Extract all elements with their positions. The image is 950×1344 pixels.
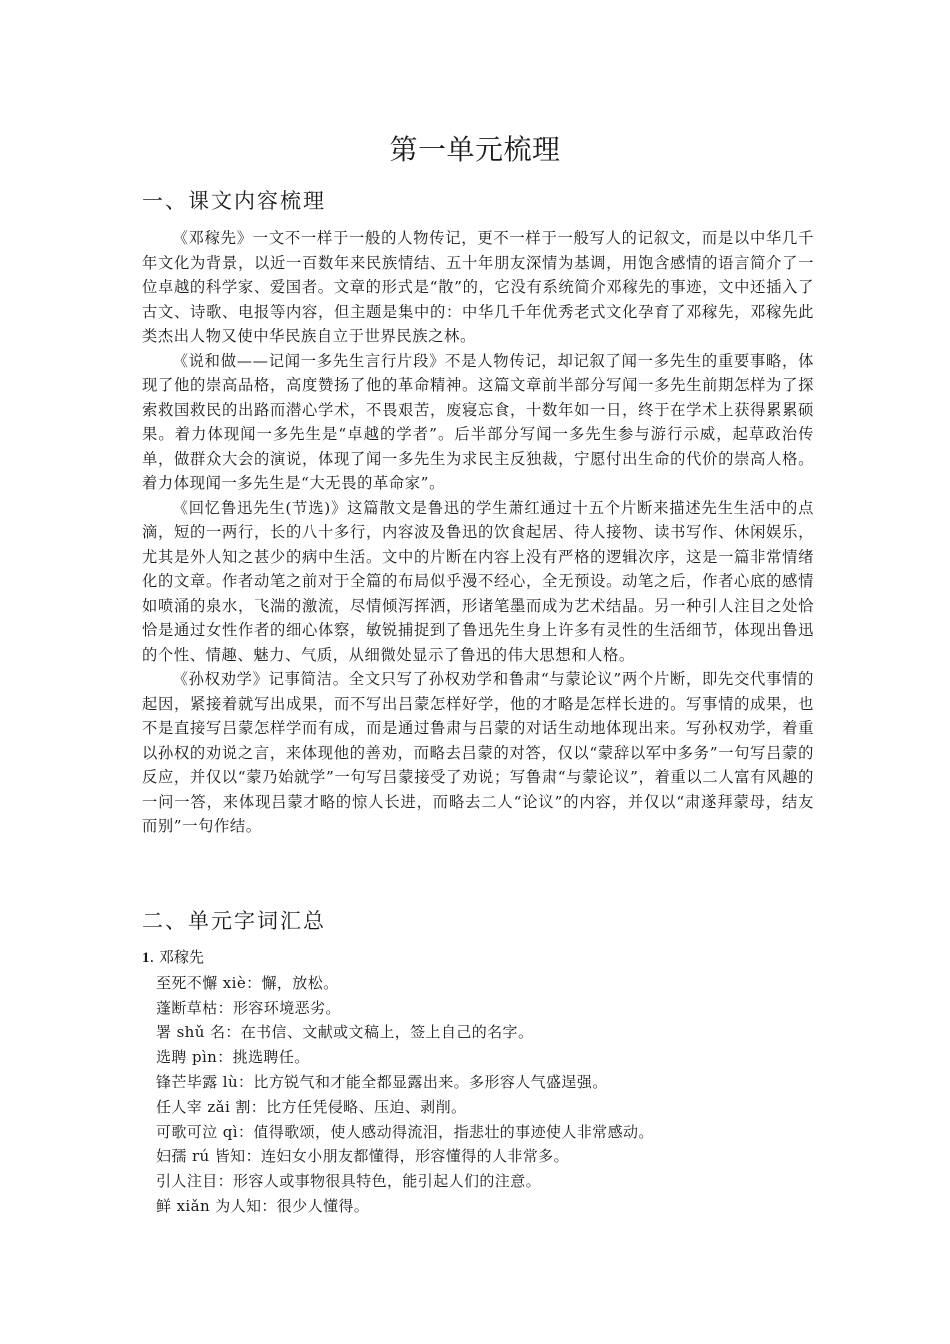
lesson-separator: . [149, 948, 160, 966]
page-title: 第一单元梳理 [389, 133, 561, 166]
vocabulary-section [142, 945, 814, 1219]
vocabulary-item: 选聘 pìn：挑选聘任。 [156, 1048, 310, 1067]
content-review-body [142, 226, 814, 839]
lesson-title: 邓稼先 [159, 948, 205, 966]
vocabulary-item: 至死不懈 xiè：懈，放松。 [156, 973, 339, 992]
section-heading-content-review: 一、课文内容梳理 [142, 189, 326, 213]
vocabulary-item: 署 shǔ 名：在书信、文献或文稿上，签上自己的名字。 [156, 1023, 534, 1042]
lesson-heading [142, 945, 814, 971]
vocabulary-item: 鲜 xiǎn 为人知：很少人懂得。 [156, 1196, 370, 1215]
vocabulary-item: 可歌可泣 qì：值得歌颂，使人感动得流泪，指悲壮的事迹使人非常感动。 [156, 1122, 654, 1141]
vocabulary-item: 锋芒毕露 lù：比方锐气和才能全都显露出来。多形容人气盛逞强。 [156, 1072, 608, 1091]
vocabulary-item: 任人宰 zǎi 割：比方任凭侵略、压迫、剥削。 [156, 1097, 467, 1116]
paragraph-lu-xun: 《回忆鲁迅先生(节选)》这篇散文是鲁迅的学生萧红通过十五个片断来描述先生生活中的点滴，短的一两行，长的八十多行，内容波及鲁迅的饮食起居、待人接物、读书写作、休闲娱乐，尤其是外人知之甚少的病中生活。文中的片断在内容上没有严格的逻辑次序，这是一篇非常情绪化的文章。作者动笔之前对于全篇的布局似乎漫不经心，全无预设。动笔之后，作者心底的感情如喷涌的泉水，飞湍的激流，尽情倾泻挥洒，形诸笔墨而成为艺术结晶。另一种引人注目之处恰恰是通过女性作者的细心体察，敏锐捕捉到了鲁迅先生身上许多有灵性的生活细节，体现出鲁迅的个性、情趣、魅力、气质，从细微处显示了鲁迅的伟大思想和人格。 [142, 498, 814, 664]
paragraph-wen-yiduo: 《说和做——记闻一多先生言行片段》不是人物传记，却记叙了闻一多先生的重要事略，体现了他的崇高品格，高度赞扬了他的革命精神。这篇文章前半部分写闻一多先生前期怎样为了探索救国救民的出路而潜心学术，不畏艰苦，废寝忘食，十数年如一日，终于在学术上获得累累硕果。着力体现闻一多先生是“卓越的学者”。后半部分写闻一多先生参与游行示威，起草政治传单，做群众大会的演说，体现了闻一多先生为求民主反独裁，宁愿付出生命的代价的崇高人格。着力体现闻一多先生是“大无畏的革命家”。 [142, 351, 814, 492]
vocabulary-item: 妇孺 rú 皆知：连妇女小朋友都懂得，形容懂得的人非常多。 [156, 1147, 569, 1166]
section-heading-vocabulary: 二、单元字词汇总 [142, 909, 326, 933]
paragraph-sun-quan: 《孙权劝学》记事简洁。全文只写了孙权劝学和鲁肃“与蒙论议”两个片断，即先交代事情的起因，紧接着就写出成果，而不写出吕蒙怎样好学，他的才略是怎样长进的。写事情的成果，也不是直接写吕蒙怎样学而有成，而是通过鲁肃与吕蒙的对话生动地体现出来。写孙权劝学，着重以孙权的劝说之言，来体现他的善劝，而略去吕蒙的对答，仅以“蒙辞以军中多务”一句写吕蒙的反应，并仅以“蒙乃始就学”一句写吕蒙接受了劝说；写鲁肃“与蒙论议”，着重以二人富有风趣的一问一答，来体现吕蒙才略的惊人长进，而略去二人“论议”的内容，并仅以“肃遂拜蒙母，结友而别”一句作结。 [142, 670, 814, 835]
paragraph-deng-jiaxian: 《邓稼先》一文不一样于一般的人物传记，更不一样于一般写人的记叙文，而是以中华几千年文化为背景，以近一百数年来民族情结、五十年朋友深情为基调，用饱含感情的语言简介了一位卓越的科学家、爱国者。文章的形式是“散”的，它没有系统简介邓稼先的事迹，文中还插入了古文、诗歌、电报等内容，但主题是集中的：中华几千年优秀老式文化孕育了邓稼先，邓稼先此类杰出人物又使中华民族自立于世界民族之林。 [142, 229, 814, 345]
vocabulary-item: 引人注目：形容人或事物很具特色，能引起人们的注意。 [156, 1172, 542, 1191]
vocabulary-item: 蓬断草枯：形容环境恶劣。 [156, 998, 341, 1017]
vocabulary-list [142, 971, 814, 1219]
lesson-number: 1 [142, 950, 150, 966]
